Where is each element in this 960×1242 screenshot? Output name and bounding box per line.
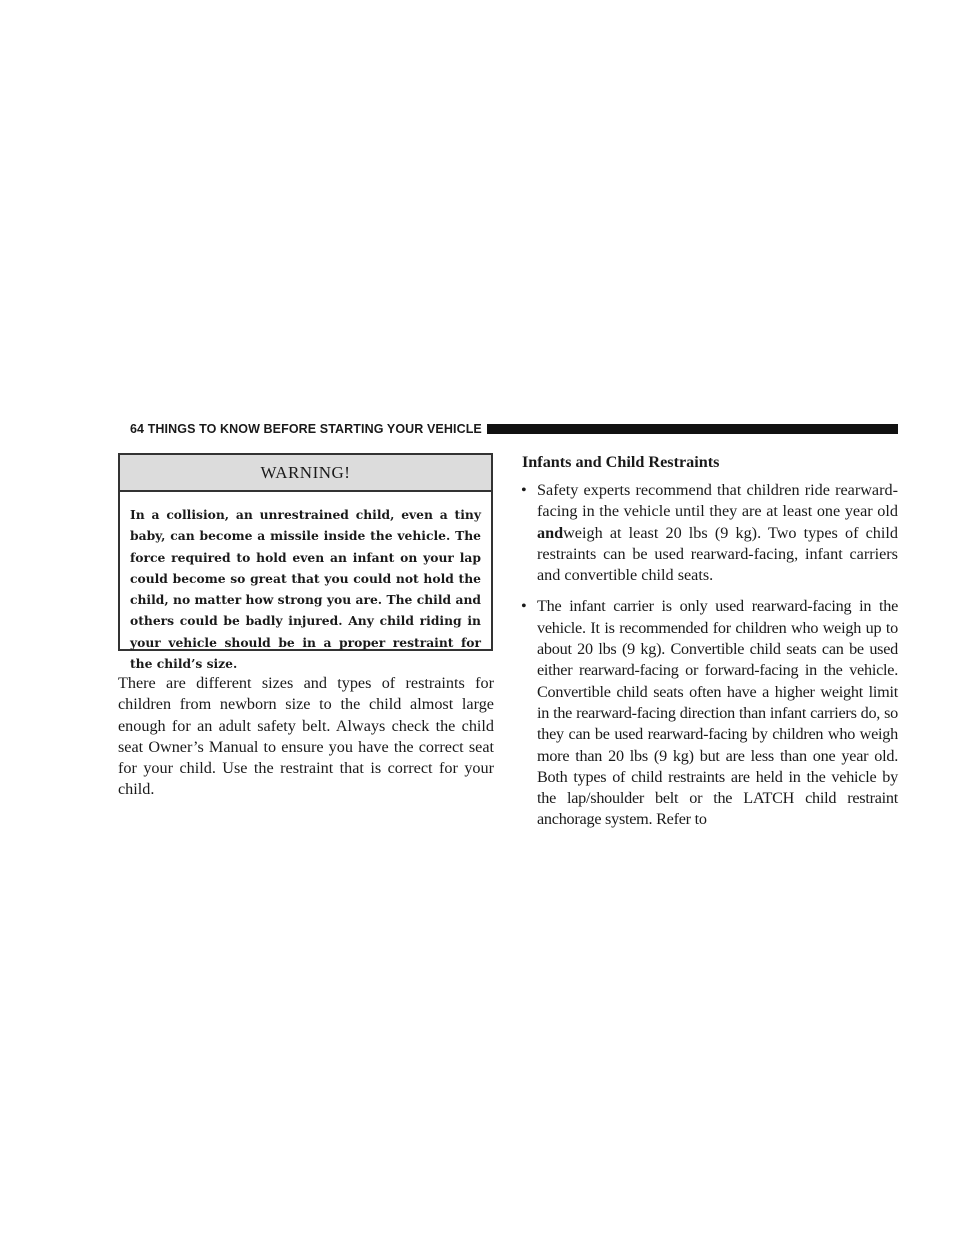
bullet-item-2 (520, 596, 898, 830)
page-number: 64 (130, 422, 145, 436)
bullet-item-1 (520, 480, 898, 586)
bullet-1-text-end: weigh at least 20 lbs (9 kg). Two types of child restraints can be used rearward-facing, infant carriers and convertible child seats. (537, 523, 898, 585)
right-column (520, 452, 898, 841)
section-heading: Infants and Child Restraints (522, 453, 720, 471)
bullet-marker: • (521, 597, 527, 616)
intro-paragraph: There are different sizes and types of restraints for children from newborn size to the child almost large enough for an adult safety belt. Always check the child seat Owner’s Manual to ensure you have the correct seat for your child. Use the restraint that is correct for your child. (118, 674, 494, 799)
header-rule (487, 424, 898, 434)
bullet-marker: • (521, 481, 527, 499)
bullet-1-emphasis: and (537, 523, 564, 542)
bullet-1-text: Safety experts recommend that children ride rearward-facing in the vehicle until they are at least one year old (537, 481, 898, 521)
warning-body: In a collision, an unrestrained child, even a tiny baby, can become a missile inside the vehicle. The force required to hold even an infant on your lap could become so great that you could not hold the child, no matter how strong you are. The child and others could be badly injured. Any child riding in your vehicle should be in a proper restraint for the child’s size. (130, 507, 481, 672)
header-text (130, 421, 482, 437)
page-header (130, 421, 898, 437)
bullet-2-text: The infant carrier is only used rearward-facing in the vehicle. It is recommended for children who weigh up to about 20 lbs (9 kg). Convertible child seats can be used either rearward-facing or forward-facing in the vehicle. Convertible child seats often have a higher weight limit in the rearward-facing direction than infant carriers do, so they can be used rearward-facing by children who weigh more than 20 lbs (9 kg) but are less than one year old. Both types of child restraints are held in the vehicle by the lap/shoulder belt or the LATCH child restraint anchorage system. Refer to (537, 597, 898, 829)
warning-box (118, 453, 493, 672)
chapter-title: THINGS TO KNOW BEFORE STARTING YOUR VEHICLE (147, 422, 482, 436)
warning-title: WARNING! (120, 455, 491, 492)
